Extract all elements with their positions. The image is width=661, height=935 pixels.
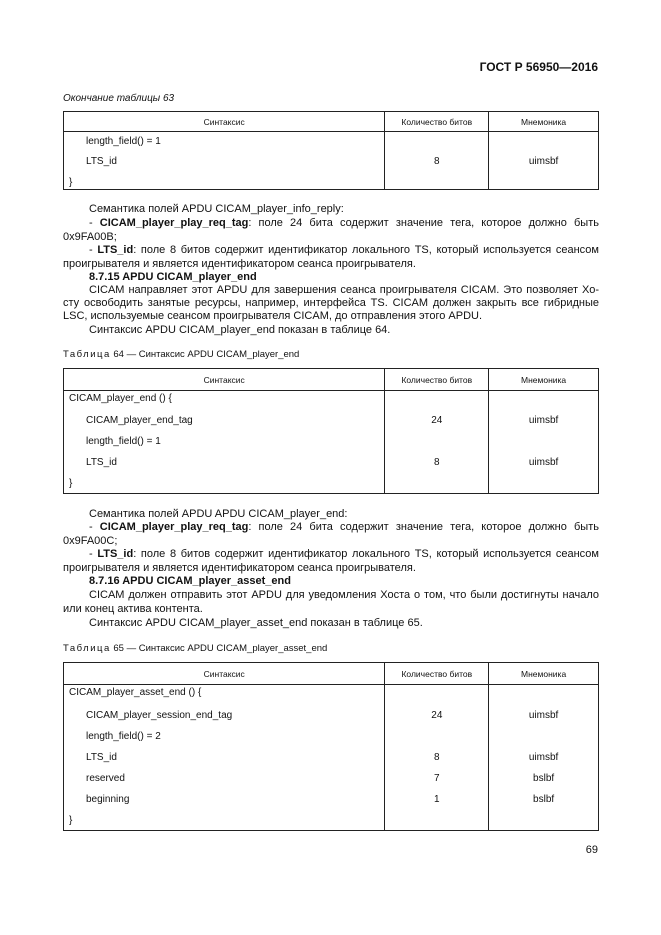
- table-cell: [385, 726, 488, 747]
- mnemonic-cell: [489, 685, 599, 831]
- table-cell: 24: [431, 415, 443, 426]
- bits-cell: [385, 685, 489, 831]
- page-number: 69: [585, 844, 598, 856]
- field-name: LTS_id: [97, 244, 134, 256]
- section-heading: 8.7.16 APDU CICAM_player_asset_end: [89, 575, 291, 587]
- bits-cell: [385, 132, 489, 190]
- table-cell: [489, 172, 598, 189]
- header-syntax: Синтаксис: [64, 369, 385, 391]
- table-row: }: [69, 478, 73, 489]
- table-row: length_field() = 2: [86, 731, 161, 742]
- paragraph-semantics: Семантика полей APDU APDU CICAM_player_end:: [89, 508, 348, 520]
- caption-label: Таблица: [63, 643, 111, 654]
- paragraph-lts-cont: проигрывателя и является идентификатором сеанса проигрывателя.: [63, 258, 416, 270]
- field-desc: : поле 8 битов содержит идентификатор локального TS, который используется сеансом: [133, 244, 599, 256]
- paragraph-body: CICAM направляет этот APDU для завершения сеанса проигрывателя CICAM. Это позволяет Хо-: [89, 284, 599, 296]
- table-cell: [489, 473, 598, 493]
- table-cell: 8: [433, 156, 440, 167]
- table-row: }: [69, 815, 73, 826]
- table-cell: [385, 172, 488, 189]
- table-row: length_field() = 1: [86, 136, 161, 147]
- paragraph-semantics: Семантика полей APDU CICAM_player_info_reply:: [89, 203, 344, 215]
- caption-label: Таблица: [63, 349, 111, 360]
- table-cell: [385, 685, 488, 705]
- paragraph-lts-cont: проигрывателя и является идентификатором сеанса проигрывателя.: [63, 562, 416, 574]
- caption-text: 65 — Синтаксис APDU CICAM_player_asset_end: [113, 643, 328, 654]
- table-cell: bslbf: [533, 794, 555, 805]
- field-name: CICAM_player_play_req_tag: [99, 217, 249, 229]
- table-cell: uimsbf: [528, 415, 559, 426]
- table-64-caption: [63, 349, 299, 360]
- table-header-row: [64, 663, 599, 685]
- table-cell: 7: [434, 773, 440, 784]
- table-cell: 8: [434, 752, 440, 763]
- table-cell: 8: [434, 457, 440, 468]
- table-64: [63, 368, 599, 494]
- table-body-row: [64, 685, 599, 831]
- table-cell: uimsbf: [528, 710, 559, 721]
- table-cell: uimsbf: [528, 752, 559, 763]
- table-cell: 1: [434, 794, 440, 805]
- paragraph-body: LSC, используемые сеансом проигрывателя CICAM, до отправления этого APDU.: [63, 310, 483, 322]
- table-63-caption: Окончание таблицы 63: [63, 93, 175, 104]
- field-desc: : поле 24 бита содержит значение тега, которое должно быть: [248, 521, 599, 533]
- table-cell: [489, 132, 598, 151]
- table-header-row: [64, 369, 599, 391]
- header-syntax: Синтаксис: [64, 663, 385, 685]
- header-bits: Количество битов: [385, 112, 489, 132]
- paragraph-lts: - LTS_id: поле 8 битов содержит идентификатор локального TS, который используется сеансом: [89, 548, 599, 560]
- paragraph-body: или конец актива контента.: [63, 603, 203, 615]
- field-name: LTS_id: [97, 548, 134, 560]
- header-bits: Количество битов: [385, 369, 489, 391]
- mnemonic-cell: [489, 391, 599, 494]
- table-cell: 24: [431, 710, 443, 721]
- table-cell: [489, 391, 598, 410]
- header-bits: Количество битов: [385, 663, 489, 685]
- table-row: length_field() = 1: [86, 436, 161, 447]
- table-65: [63, 662, 599, 831]
- paragraph-tag-cont: 0x9FA00C;: [63, 535, 118, 547]
- table-header-row: [64, 112, 599, 132]
- document-id: ГОСТ Р 56950—2016: [479, 60, 598, 74]
- header-mnemonic: Мнемоника: [489, 663, 599, 685]
- table-row: CICAM_player_asset_end () {: [69, 687, 202, 698]
- table-cell: uimsbf: [528, 156, 559, 167]
- table-cell: [385, 431, 488, 452]
- table-row: LTS_id: [86, 156, 117, 167]
- mnemonic-cell: [489, 132, 599, 190]
- table-row: CICAM_player_end_tag: [86, 415, 193, 426]
- syntax-cell: [64, 132, 385, 190]
- caption-text: 64 — Синтаксис APDU CICAM_player_end: [113, 349, 300, 360]
- table-row: reserved: [86, 773, 125, 784]
- section-heading: 8.7.15 APDU CICAM_player_end: [89, 271, 257, 283]
- table-cell: [385, 473, 488, 493]
- paragraph-body: CICAM должен отправить этот APDU для уведомления Хоста о том, что были достигнуты начало: [89, 589, 599, 601]
- table-body-row: [64, 132, 599, 190]
- table-cell: [385, 132, 488, 151]
- table-cell: [385, 391, 488, 410]
- field-desc: : поле 8 битов содержит идентификатор локального TS, который используется сеансом: [133, 548, 599, 560]
- syntax-cell: [64, 391, 385, 494]
- paragraph-body: Синтаксис APDU CICAM_player_asset_end показан в таблице 65.: [89, 617, 423, 629]
- bits-cell: [385, 391, 489, 494]
- table-cell: bslbf: [533, 773, 555, 784]
- paragraph-body: Синтаксис APDU CICAM_player_end показан в таблице 64.: [89, 324, 391, 336]
- table-cell: [385, 810, 488, 830]
- paragraph-tag: - CICAM_player_play_req_tag: поле 24 бита содержит значение тега, которое должно быть: [89, 217, 599, 229]
- paragraph-body: сту освободить занятые ресурсы, например, интерфейса TS. CICAM должен закрыть все гибридные: [63, 297, 599, 309]
- table-65-caption: [63, 643, 327, 654]
- header-syntax: Синтаксис: [64, 112, 385, 132]
- paragraph-lts: - LTS_id: поле 8 битов содержит идентификатор локального TS, который используется сеансом: [89, 244, 599, 256]
- table-cell: uimsbf: [528, 457, 559, 468]
- syntax-cell: [64, 685, 385, 831]
- table-row: beginning: [86, 794, 130, 805]
- table-cell: [489, 726, 598, 747]
- table-row: LTS_id: [86, 457, 117, 468]
- table-63: [63, 111, 599, 190]
- paragraph-tag-cont: 0x9FA00B;: [63, 231, 117, 243]
- table-row: }: [69, 177, 73, 188]
- table-row: LTS_id: [86, 752, 117, 763]
- header-mnemonic: Мнемоника: [489, 112, 599, 132]
- header-mnemonic: Мнемоника: [489, 369, 599, 391]
- table-cell: [489, 810, 598, 830]
- field-desc: : поле 24 бита содержит значение тега, которое должно быть: [248, 217, 599, 229]
- field-name: CICAM_player_play_req_tag: [99, 521, 249, 533]
- paragraph-tag: - CICAM_player_play_req_tag: поле 24 бита содержит значение тега, которое должно быть: [89, 521, 599, 533]
- table-row: CICAM_player_session_end_tag: [86, 710, 233, 721]
- table-body-row: [64, 391, 599, 494]
- table-cell: [489, 685, 598, 705]
- table-cell: [489, 431, 598, 452]
- table-row: CICAM_player_end () {: [69, 393, 172, 404]
